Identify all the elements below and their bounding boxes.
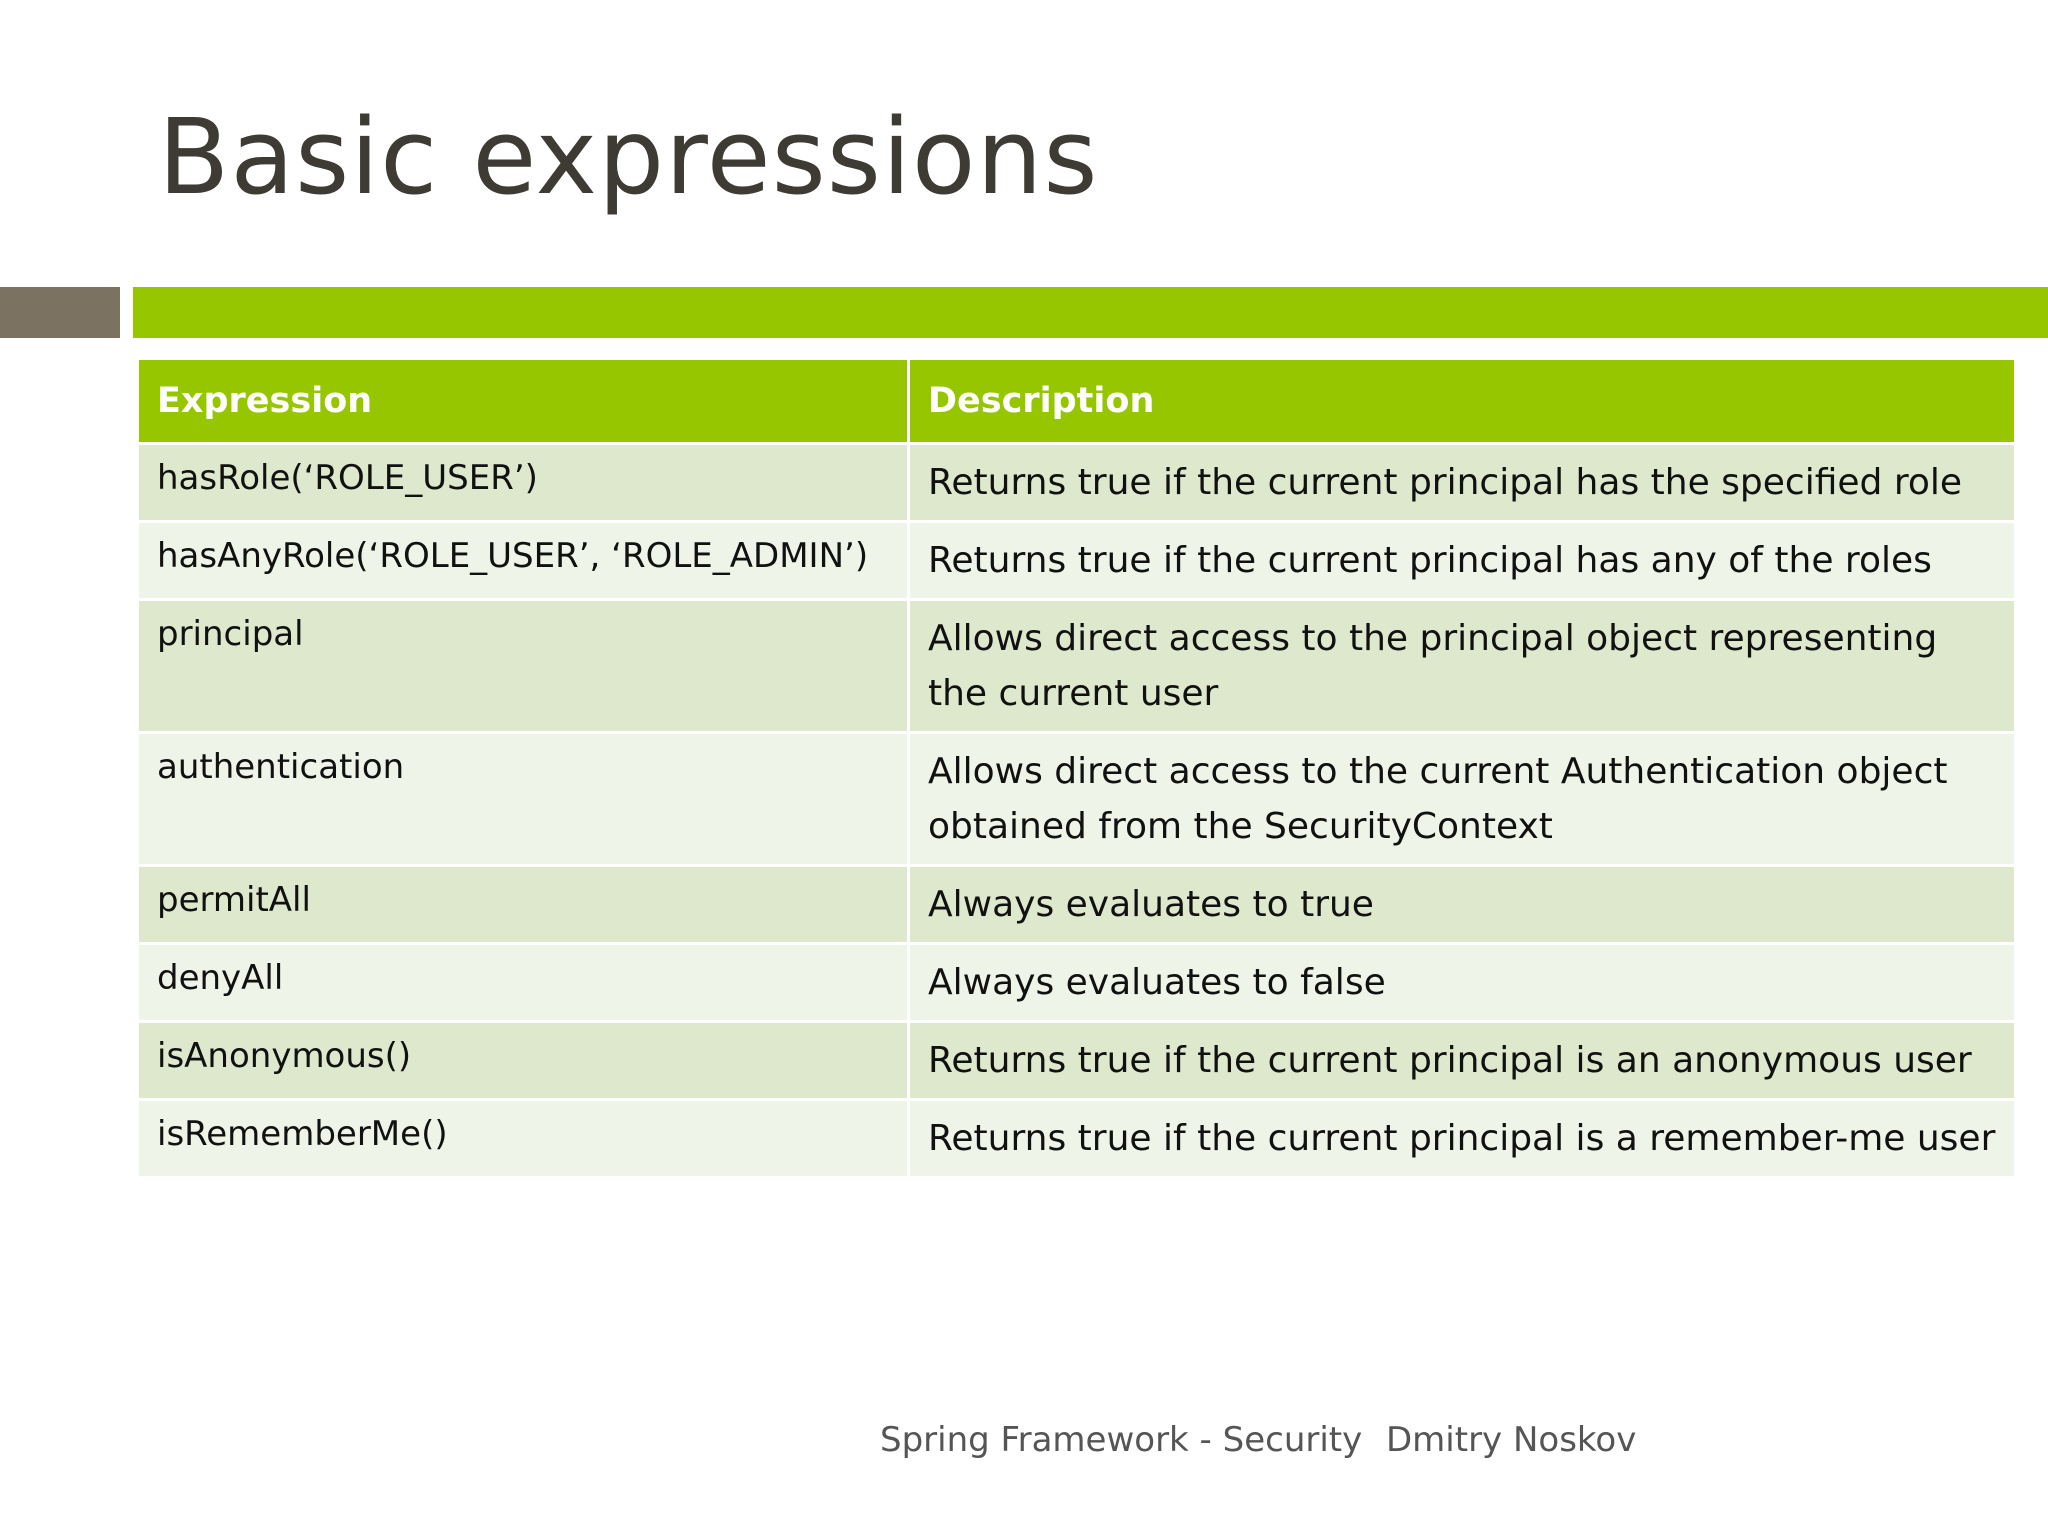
- table-row: [138, 1022, 2016, 1100]
- description-cell: Allows direct access to the principal object representing the current user: [909, 600, 2016, 733]
- header-description: Description: [909, 359, 2016, 444]
- table-row: [138, 444, 2016, 522]
- expression-cell: denyAll: [138, 944, 909, 1022]
- description-cell: Returns true if the current principal has the specified role: [909, 444, 2016, 522]
- expression-cell: isRememberMe(): [138, 1100, 909, 1178]
- header-expression: Expression: [138, 359, 909, 444]
- expression-cell: principal: [138, 600, 909, 733]
- table-header-row: [138, 359, 2016, 444]
- description-cell: Returns true if the current principal has any of the roles: [909, 522, 2016, 600]
- expression-cell: isAnonymous(): [138, 1022, 909, 1100]
- table-row: [138, 600, 2016, 733]
- accent-bar-grey: [0, 287, 120, 338]
- expression-cell: authentication: [138, 733, 909, 866]
- accent-bar-green: [133, 287, 2048, 338]
- expression-cell: hasAnyRole(‘ROLE_USER’, ‘ROLE_ADMIN’): [138, 522, 909, 600]
- slide-title: Basic expressions: [158, 96, 1099, 218]
- expressions-table: [136, 357, 2017, 1179]
- footer-author: Dmitry Noskov: [1386, 1420, 1637, 1460]
- table-row: [138, 733, 2016, 866]
- description-cell: Returns true if the current principal is a remember-me user: [909, 1100, 2016, 1178]
- description-cell: Allows direct access to the current Authentication object obtained from the SecurityContext: [909, 733, 2016, 866]
- table-row: [138, 522, 2016, 600]
- description-cell: Returns true if the current principal is an anonymous user: [909, 1022, 2016, 1100]
- description-cell: Always evaluates to true: [909, 866, 2016, 944]
- description-cell: Always evaluates to false: [909, 944, 2016, 1022]
- footer-course-title: Spring Framework - Security: [880, 1420, 1363, 1460]
- table-row: [138, 1100, 2016, 1178]
- table-row: [138, 944, 2016, 1022]
- expressions-table-container: [136, 357, 2014, 1179]
- expression-cell: hasRole(‘ROLE_USER’): [138, 444, 909, 522]
- table-row: [138, 866, 2016, 944]
- expression-cell: permitAll: [138, 866, 909, 944]
